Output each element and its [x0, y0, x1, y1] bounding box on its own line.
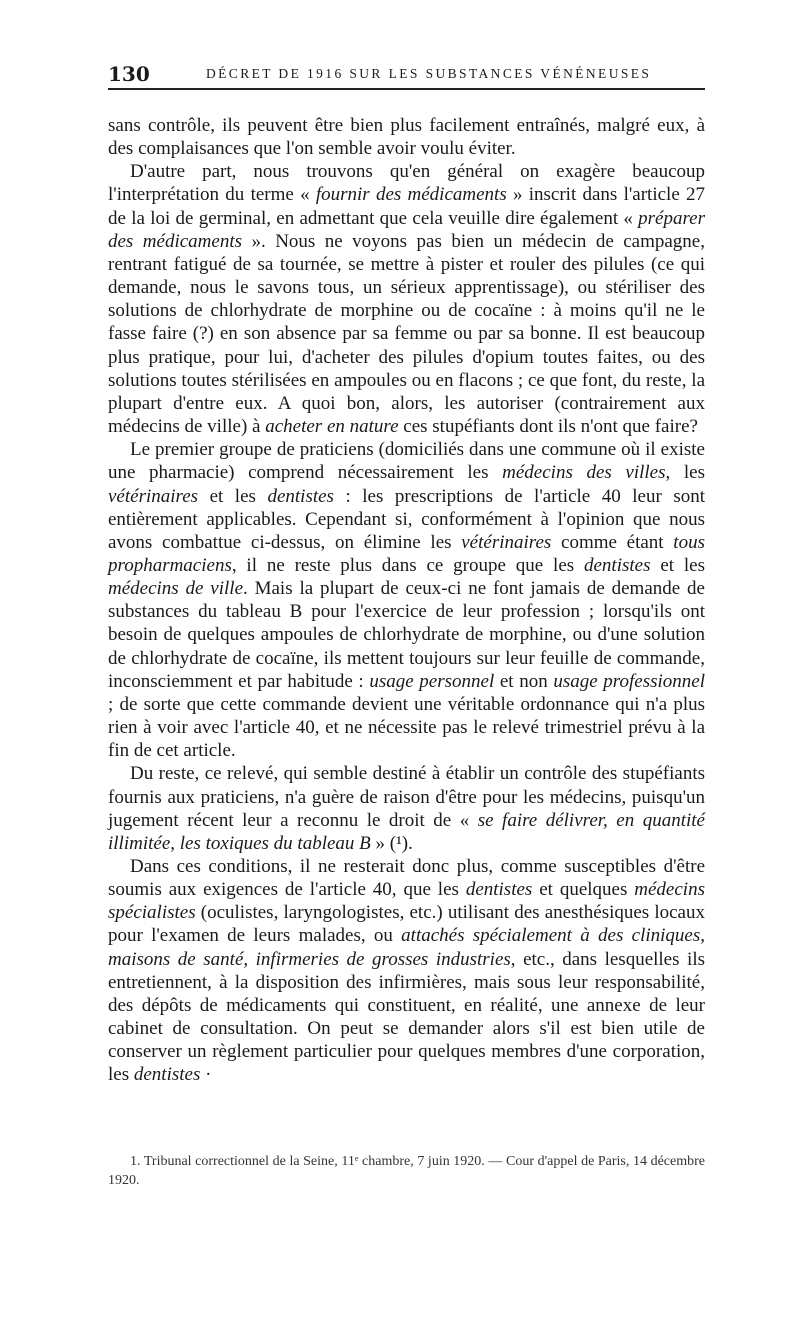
text-run: et les	[198, 485, 268, 507]
paragraph	[108, 160, 705, 438]
text-run: (oculistes, laryngologistes, etc.) utilisant des anesthésiques locaux pour l'examen de leurs malades, ou	[108, 902, 705, 947]
italic-phrase: se faire délivrer, en quantité illimitée, les toxiques du tableau B	[108, 809, 705, 854]
italic-phrase: fournir des médicaments	[315, 184, 507, 206]
text-run: : les prescriptions de l'article 40 leur sont entièrement applicables. Cependant si, conformément à l'opinion que nous avons combattue ci-dessus, on élimine les	[108, 485, 705, 553]
italic-phrase: tous propharmaciens	[108, 531, 705, 576]
text-run: Le premier groupe de praticiens (domiciliés dans une commune où il existe une pharmacie) comprend nécessairement les	[108, 439, 705, 484]
italic-phrase: acheter en nature	[265, 416, 399, 438]
paragraph	[108, 114, 705, 160]
text-run: » (¹).	[370, 832, 413, 854]
italic-phrase: usage professionnel	[553, 670, 705, 692]
italic-phrase: dentistes	[465, 879, 533, 901]
text-run: et non	[494, 670, 554, 692]
text-run: comme étant	[551, 531, 674, 553]
italic-phrase: vétérinaires	[461, 531, 552, 553]
italic-phrase: médecins spécialistes	[108, 879, 705, 924]
page-header	[108, 62, 705, 90]
text-run: » inscrit dans l'article 27 de la loi de germinal, en admettant que cela veuille dire également «	[108, 184, 706, 229]
footnote: 1. Tribunal correctionnel de la Seine, 11ᵉ chambre, 7 juin 1920. — Cour d'appel de Paris, 14 décembre 1920.	[108, 1154, 705, 1188]
text-run: , les	[665, 462, 705, 484]
text-run: . Mais la plupart de ceux-ci ne font jamais de demande de substances du tableau B pour l'exercice de leur profession ; lorsqu'ils ont besoin de quelques ampoules de chlorhydrate de morphine, ou d'une solution de chlorhydrate de cocaïne, ils mettent toujours sur leur feuille de commande, inconsciemment et par habitude :	[108, 578, 705, 692]
italic-phrase: médecins des villes	[502, 462, 666, 484]
italic-phrase: préparer des médicaments	[108, 207, 705, 252]
italic-phrase: médecins de ville	[108, 578, 244, 600]
text-run: , il ne reste plus dans ce groupe que les	[231, 554, 584, 576]
text-run: et les	[650, 554, 705, 576]
page-number: 130	[108, 62, 150, 86]
italic-phrase: attachés spécialement à des cliniques, maisons de santé, infirmeries de grosses industries	[108, 925, 705, 970]
italic-phrase: usage personnel	[369, 670, 495, 692]
paragraph	[108, 855, 705, 1087]
body-text	[108, 114, 705, 1087]
text-run: ·	[200, 1064, 212, 1086]
text-run: et quelques	[532, 879, 635, 901]
italic-phrase: dentistes	[584, 554, 651, 576]
text-run: Du reste, ce relevé, qui semble destiné à établir un contrôle des stupéfiants fournis aux praticiens, n'a guère de raison d'être pour les médecins, puisqu'un jugement récent leur a reconnu le droit de «	[108, 763, 705, 831]
text-run: , etc., dans lesquelles ils entretiennent, à la disposition des infirmières, mais sous leur responsabilité, des dépôts de médicaments qui constituent, en réalité, une annexe de leur cabinet de consultation. On peut se demander alors s'il est bien utile de conserver un règlement particulier pour quelques membres d'une corporation, les	[108, 948, 705, 1086]
text-run: sans contrôle, ils peuvent être bien plus facilement entraînés, malgré eux, à des complaisances que l'on semble avoir voulu éviter.	[108, 115, 705, 160]
paragraph	[108, 762, 705, 855]
text-run: Dans ces conditions, il ne resterait donc plus, comme susceptibles d'être soumis aux exigences de l'article 40, que les	[108, 856, 705, 901]
running-title: DÉCRET DE 1916 SUR LES SUBSTANCES VÉNÉNEUSES	[206, 66, 652, 81]
text-run: ». Nous ne voyons pas bien un médecin de campagne, rentrant fatigué de sa tournée, se mettre à pister et rouler des pilules (ce qui demande, nous le savons tous, un sérieux apprentissage), ou stériliser des solutions de chlorhydrate de morphine ou de cocaïne : à moins qu'il ne le fasse faire (?) en son absence par sa femme ou par sa bonne. Il est beaucoup plus pratique, pour lui, d'acheter des pilules d'opium toutes faites, ou des solutions toutes stérilisées en ampoules ou en flacons ; ce que font, du reste, la plupart d'entre eux. A quoi bon, alors, les autoriser (contrairement aux médecins de ville) à	[108, 230, 705, 438]
italic-phrase: dentistes	[133, 1064, 201, 1086]
italic-phrase: dentistes	[267, 485, 334, 507]
text-run: D'autre part, nous trouvons qu'en général on exagère beaucoup l'interprétation du terme «	[108, 161, 705, 206]
paragraph	[108, 438, 705, 762]
italic-phrase: vétérinaires	[108, 485, 199, 507]
text-run: ces stupéfiants dont ils n'ont que faire?	[398, 416, 698, 438]
text-run: ; de sorte que cette commande devient une véritable ordonnance qui n'a plus rien à voir avec l'article 40, et ne nécessite pas le relevé trimestriel prévu à la fin de cet article.	[108, 693, 705, 762]
